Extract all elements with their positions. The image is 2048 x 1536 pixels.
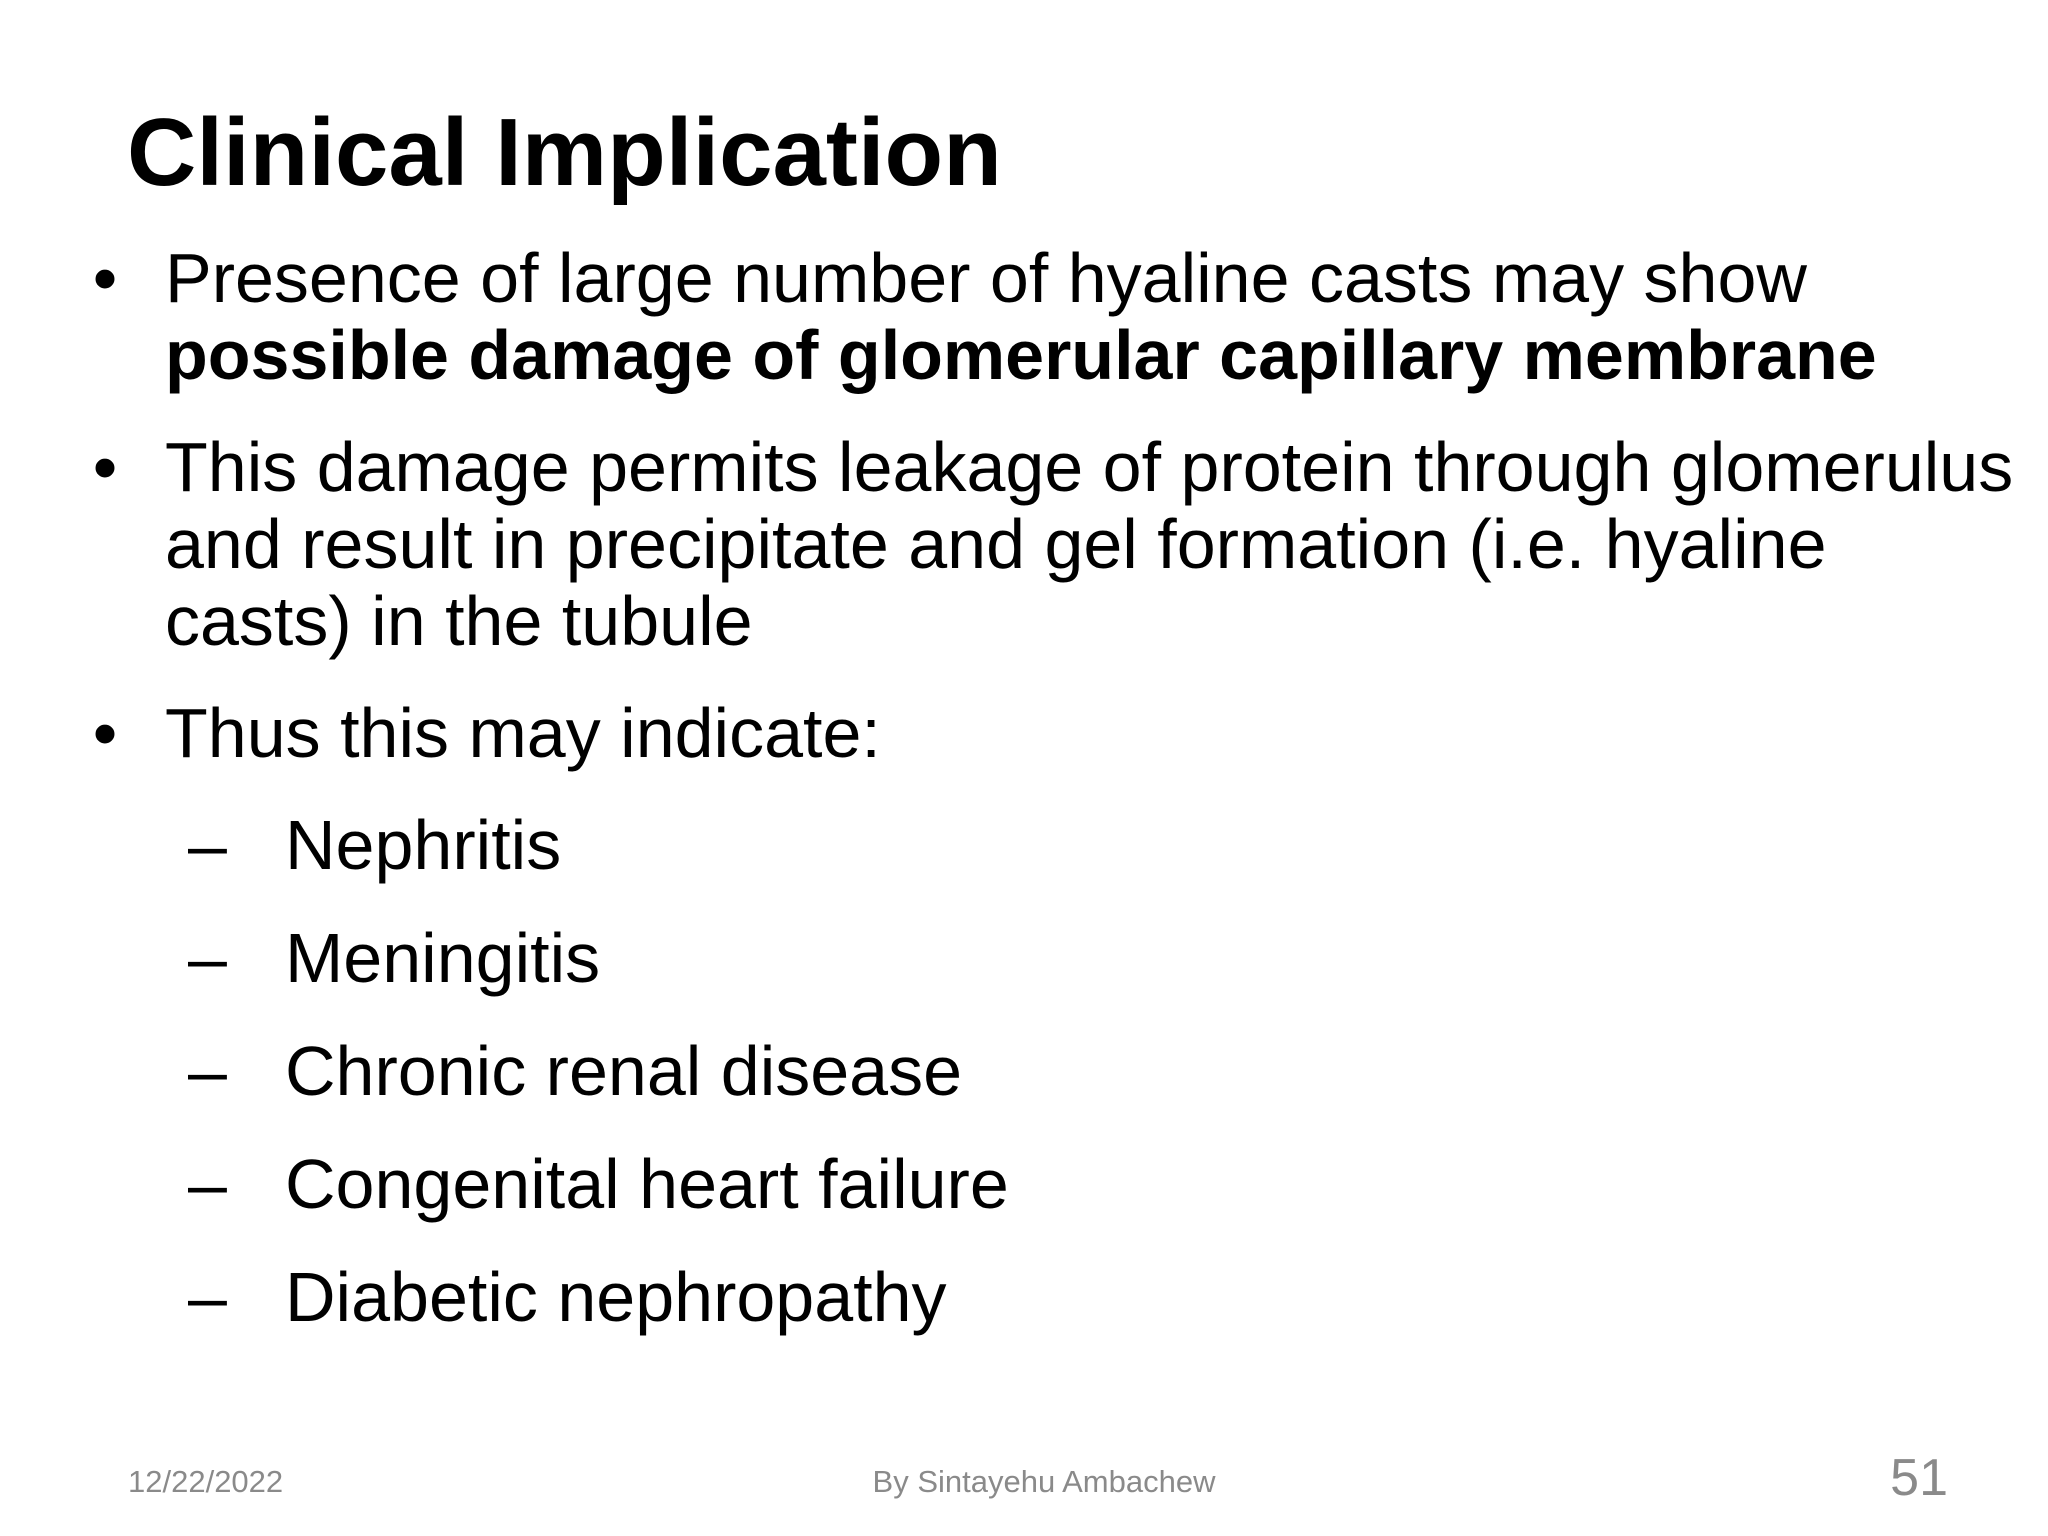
- slide-body: [90, 240, 2030, 1372]
- bullet-text: Thus this may indicate:: [165, 694, 881, 772]
- sub-marker: –: [188, 1258, 227, 1336]
- bullet-item: [90, 429, 2030, 660]
- bullet-item: [90, 240, 2030, 394]
- bullet-marker: •: [92, 694, 118, 772]
- bullet-text: This damage permits leakage of protein through glomerulus and result in precipitate and gel formation (i.e. hyaline casts) in the tubule: [165, 428, 2014, 660]
- sub-item: [188, 1033, 2030, 1110]
- footer-author: By Sintayehu Ambachew: [872, 1464, 1216, 1499]
- sub-item: [188, 1146, 2030, 1223]
- footer-date: 12/22/2022: [128, 1464, 284, 1499]
- bullet-marker: •: [92, 428, 118, 506]
- sub-marker: –: [188, 1145, 227, 1223]
- slide-title: Clinical Implication: [127, 99, 1002, 206]
- bullet-text-bold: possible damage of glomerular capillary membrane: [165, 316, 1877, 394]
- sub-item: [188, 1259, 2030, 1336]
- sub-item: [188, 807, 2030, 884]
- sub-item-text: Diabetic nephropathy: [285, 1258, 947, 1336]
- bullet-item: [90, 695, 2030, 772]
- sub-marker: –: [188, 1032, 227, 1110]
- bullet-text: Presence of large number of hyaline casts may show: [165, 239, 1807, 317]
- slide-number: 51: [1890, 1449, 1948, 1507]
- sub-marker: –: [188, 919, 227, 997]
- sub-item-text: Nephritis: [285, 806, 562, 884]
- sub-item-text: Chronic renal disease: [285, 1032, 963, 1110]
- sub-marker: –: [188, 806, 227, 884]
- sub-item-text: Meningitis: [285, 919, 601, 997]
- sub-item-text: Congenital heart failure: [285, 1145, 1009, 1223]
- bullet-marker: •: [92, 239, 118, 317]
- sub-item: [188, 920, 2030, 997]
- sub-list: [90, 807, 2030, 1336]
